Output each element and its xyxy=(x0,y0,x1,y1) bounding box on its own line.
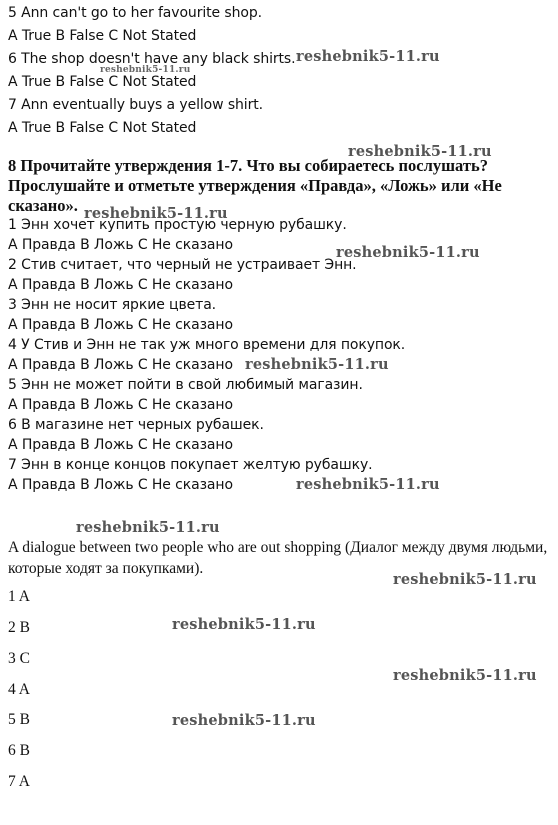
statement-6-en: 6 The shop doesn't have any black shirts. xyxy=(8,51,296,67)
watermark-text: reshebnik5-11.ru xyxy=(393,571,537,588)
answer-3: 3 C xyxy=(8,650,30,667)
ru-statement-4: 4 У Стив и Энн не так уж много времени для покупок. xyxy=(8,337,406,353)
ru-options-5: A Правда B Ложь C Не сказано xyxy=(8,397,233,413)
ru-statement-1: 1 Энн хочет купить простую черную рубашку. xyxy=(8,217,347,233)
answer-1: 1 A xyxy=(8,588,30,605)
watermark-text: reshebnik5-11.ru xyxy=(336,244,480,261)
exercise-8-heading: 8 Прочитайте утверждения 1-7. Что вы собираетесь послушать? Прослушайте и отметьте утверждения «Правда», «Ложь» или «Не сказано». xyxy=(8,156,502,215)
watermark-text: reshebnik5-11.ru xyxy=(84,205,228,222)
options-6-en: A True B False C Not Stated xyxy=(8,74,197,90)
watermark-text: reshebnik5-11.ru xyxy=(296,48,440,65)
ru-options-3: A Правда B Ложь C Не сказано xyxy=(8,317,233,333)
answer-7: 7 A xyxy=(8,773,30,790)
watermark-text: reshebnik5-11.ru xyxy=(100,65,191,75)
answer-2: 2 B xyxy=(8,619,30,636)
watermark-text: reshebnik5-11.ru xyxy=(393,667,537,684)
options-7-en: A True B False C Not Stated xyxy=(8,120,197,136)
options-5-en: A True B False C Not Stated xyxy=(8,28,197,44)
statement-7-en: 7 Ann eventually buys a yellow shirt. xyxy=(8,97,263,113)
ru-statement-5: 5 Энн не может пойти в свой любимый магазин. xyxy=(8,377,363,393)
ru-statement-3: 3 Энн не носит яркие цвета. xyxy=(8,297,217,313)
answer-intro: A dialogue between two people who are out shopping (Диалог между двумя людьми, которые ходят за покупками). xyxy=(8,539,548,577)
ru-options-4: A Правда B Ложь C Не сказано xyxy=(8,357,233,373)
watermark-text: reshebnik5-11.ru xyxy=(348,143,492,160)
ru-options-7: A Правда B Ложь C Не сказано xyxy=(8,477,233,493)
ru-options-6: A Правда B Ложь C Не сказано xyxy=(8,437,233,453)
watermark-text: reshebnik5-11.ru xyxy=(245,356,389,373)
watermark-text: reshebnik5-11.ru xyxy=(172,616,316,633)
ru-statement-7: 7 Энн в конце концов покупает желтую рубашку. xyxy=(8,457,373,473)
statement-5-en: 5 Ann can't go to her favourite shop. xyxy=(8,5,262,21)
answer-6: 6 B xyxy=(8,742,30,759)
ru-statement-2: 2 Стив считает, что черный не устраивает Энн. xyxy=(8,257,357,273)
watermark-text: reshebnik5-11.ru xyxy=(172,712,316,729)
answer-5: 5 B xyxy=(8,711,30,728)
watermark-text: reshebnik5-11.ru xyxy=(296,476,440,493)
watermark-text: reshebnik5-11.ru xyxy=(76,519,220,536)
ru-options-2: A Правда B Ложь C Не сказано xyxy=(8,277,233,293)
ru-statement-6: 6 В магазине нет черных рубашек. xyxy=(8,417,264,433)
ru-options-1: A Правда B Ложь C Не сказано xyxy=(8,237,233,253)
answer-4: 4 A xyxy=(8,681,30,698)
